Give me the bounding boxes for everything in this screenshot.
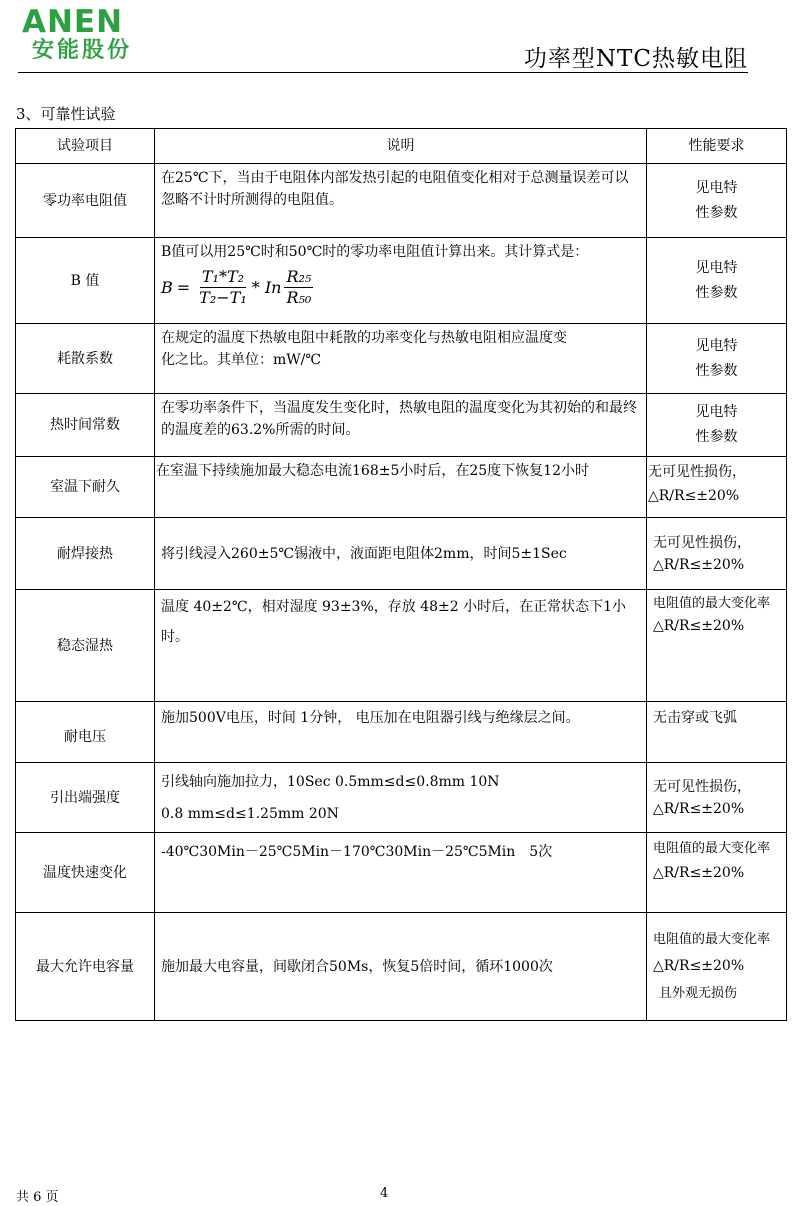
test-description: 在规定的温度下热敏电阻中耗散的功率变化与热敏电阻相应温度变 化之比。其单位：mW/℃ [155,324,647,394]
test-item: 室温下耐久 [16,457,155,518]
test-requirement: 无击穿或飞弧 [647,702,787,763]
formula-r-denominator: R₅₀ [286,288,312,307]
test-item: 最大允许电容量 [16,913,155,1021]
test-description [155,763,647,833]
req-change-label: 电阻值的最大变化率 [653,596,771,611]
test-requirement: 无可见性损伤， △R/R≤±20% [647,457,787,518]
test-item: 引出端强度 [16,763,155,833]
header-req: 性能要求 [647,129,787,164]
req-tolerance: △R/R≤±20% [653,865,745,881]
test-item: 温度快速变化 [16,833,155,913]
b-value-formula [161,267,640,308]
test-item: 耐焊接热 [16,518,155,590]
test-requirement: 无可见性损伤， △R/R≤±20% [647,763,787,833]
formula-ln: * In [251,277,282,297]
test-item: 热时间常数 [16,394,155,457]
formula-fraction-r [284,267,313,308]
table-row [16,913,787,1021]
req-tolerance: △R/R≤±20% [653,618,745,634]
formula-fraction-t [197,267,249,308]
reliability-test-table [15,128,787,1021]
test-item: 稳态湿热 [16,590,155,702]
test-description: 施加最大电容量，间歇闭合50Ms，恢复5倍时间，循环1000次 [155,913,647,1021]
desc-line-2: 0.8 mm≤d≤1.25mm 20N [161,805,339,822]
test-description [155,238,647,324]
test-item: 耐电压 [16,702,155,763]
header-item: 试验项目 [16,129,155,164]
formula-r-numerator: R₂₅ [286,267,312,286]
test-description: 施加500V电压，时间 1分钟， 电压加在电阻器引线与绝缘层之间。 [155,702,647,763]
logo-cn: 安能股份 [32,38,133,63]
req-change-label: 电阻值的最大变化率 [653,841,771,856]
table-row [16,833,787,913]
test-requirement [647,590,787,702]
formula-t-numerator: T₁*T₂ [201,267,245,286]
test-item: 零功率电阻值 [16,164,155,238]
table-row [16,518,787,590]
table-row [16,457,787,518]
logo-en: ANEN [22,4,124,40]
document-title: 功率型NTC热敏电阻 [523,46,748,72]
table-row [16,394,787,457]
test-description: 将引线浸入260±5℃锡液中，液面距电阻体2mm，时间5±1Sec [155,518,647,590]
company-logo [22,6,132,64]
table-header-row [16,129,787,164]
formula-equals: = [176,277,191,297]
test-requirement [647,913,787,1021]
header-desc: 说明 [155,129,647,164]
test-requirement: 无可见性损伤， △R/R≤±20% [647,518,787,590]
section-heading: 3、可靠性试验 [16,105,116,123]
table-row [16,238,787,324]
test-item: 耗散系数 [16,324,155,394]
test-description: -40℃30Min－25℃5Min－170℃30Min－25℃5Min 5次 [155,833,647,913]
footer-page-number: 4 [380,1186,389,1201]
test-item: B 值 [16,238,155,324]
test-requirement: 见电特 性参数 [647,324,787,394]
b-value-text: B值可以用25℃时和50℃时的零功率电阻值计算出来。其计算式是： [161,244,589,260]
desc-line-1: 引线轴向施加拉力，10Sec 0.5mm≤d≤0.8mm 10N [161,773,500,790]
req-tolerance: △R/R≤±20% [653,957,745,974]
test-description: 在25℃下，当由于电阻体内部发热引起的电阻值变化相对于总测量误差可以忽略不计时所测得的电阻值。 [155,164,647,238]
footer-total-pages: 共 6 页 [16,1190,59,1205]
formula-t-denominator: T₂−T₁ [199,288,247,307]
test-requirement: 见电特 性参数 [647,238,787,324]
formula-lhs: B [161,277,173,297]
req-extra: 且外观无损伤 [659,985,738,1001]
test-requirement: 见电特 性参数 [647,164,787,238]
table-row [16,590,787,702]
table-row [16,164,787,238]
table-row [16,324,787,394]
test-description: 在零功率条件下，当温度发生变化时，热敏电阻的温度变化为其初始的和最终的温度差的63.2%所需的时间。 [155,394,647,457]
table-row [16,702,787,763]
test-description: 在室温下持续施加最大稳态电流168±5小时后，在25度下恢复12小时 [155,457,647,518]
table-row [16,763,787,833]
header-rule [18,72,748,73]
req-change-label: 电阻值的最大变化率 [653,931,771,947]
test-requirement [647,833,787,913]
test-description: 温度 40±2℃，相对湿度 93±3%，存放 48±2 小时后，在正常状态下1小时。 [155,590,647,702]
test-requirement: 见电特 性参数 [647,394,787,457]
